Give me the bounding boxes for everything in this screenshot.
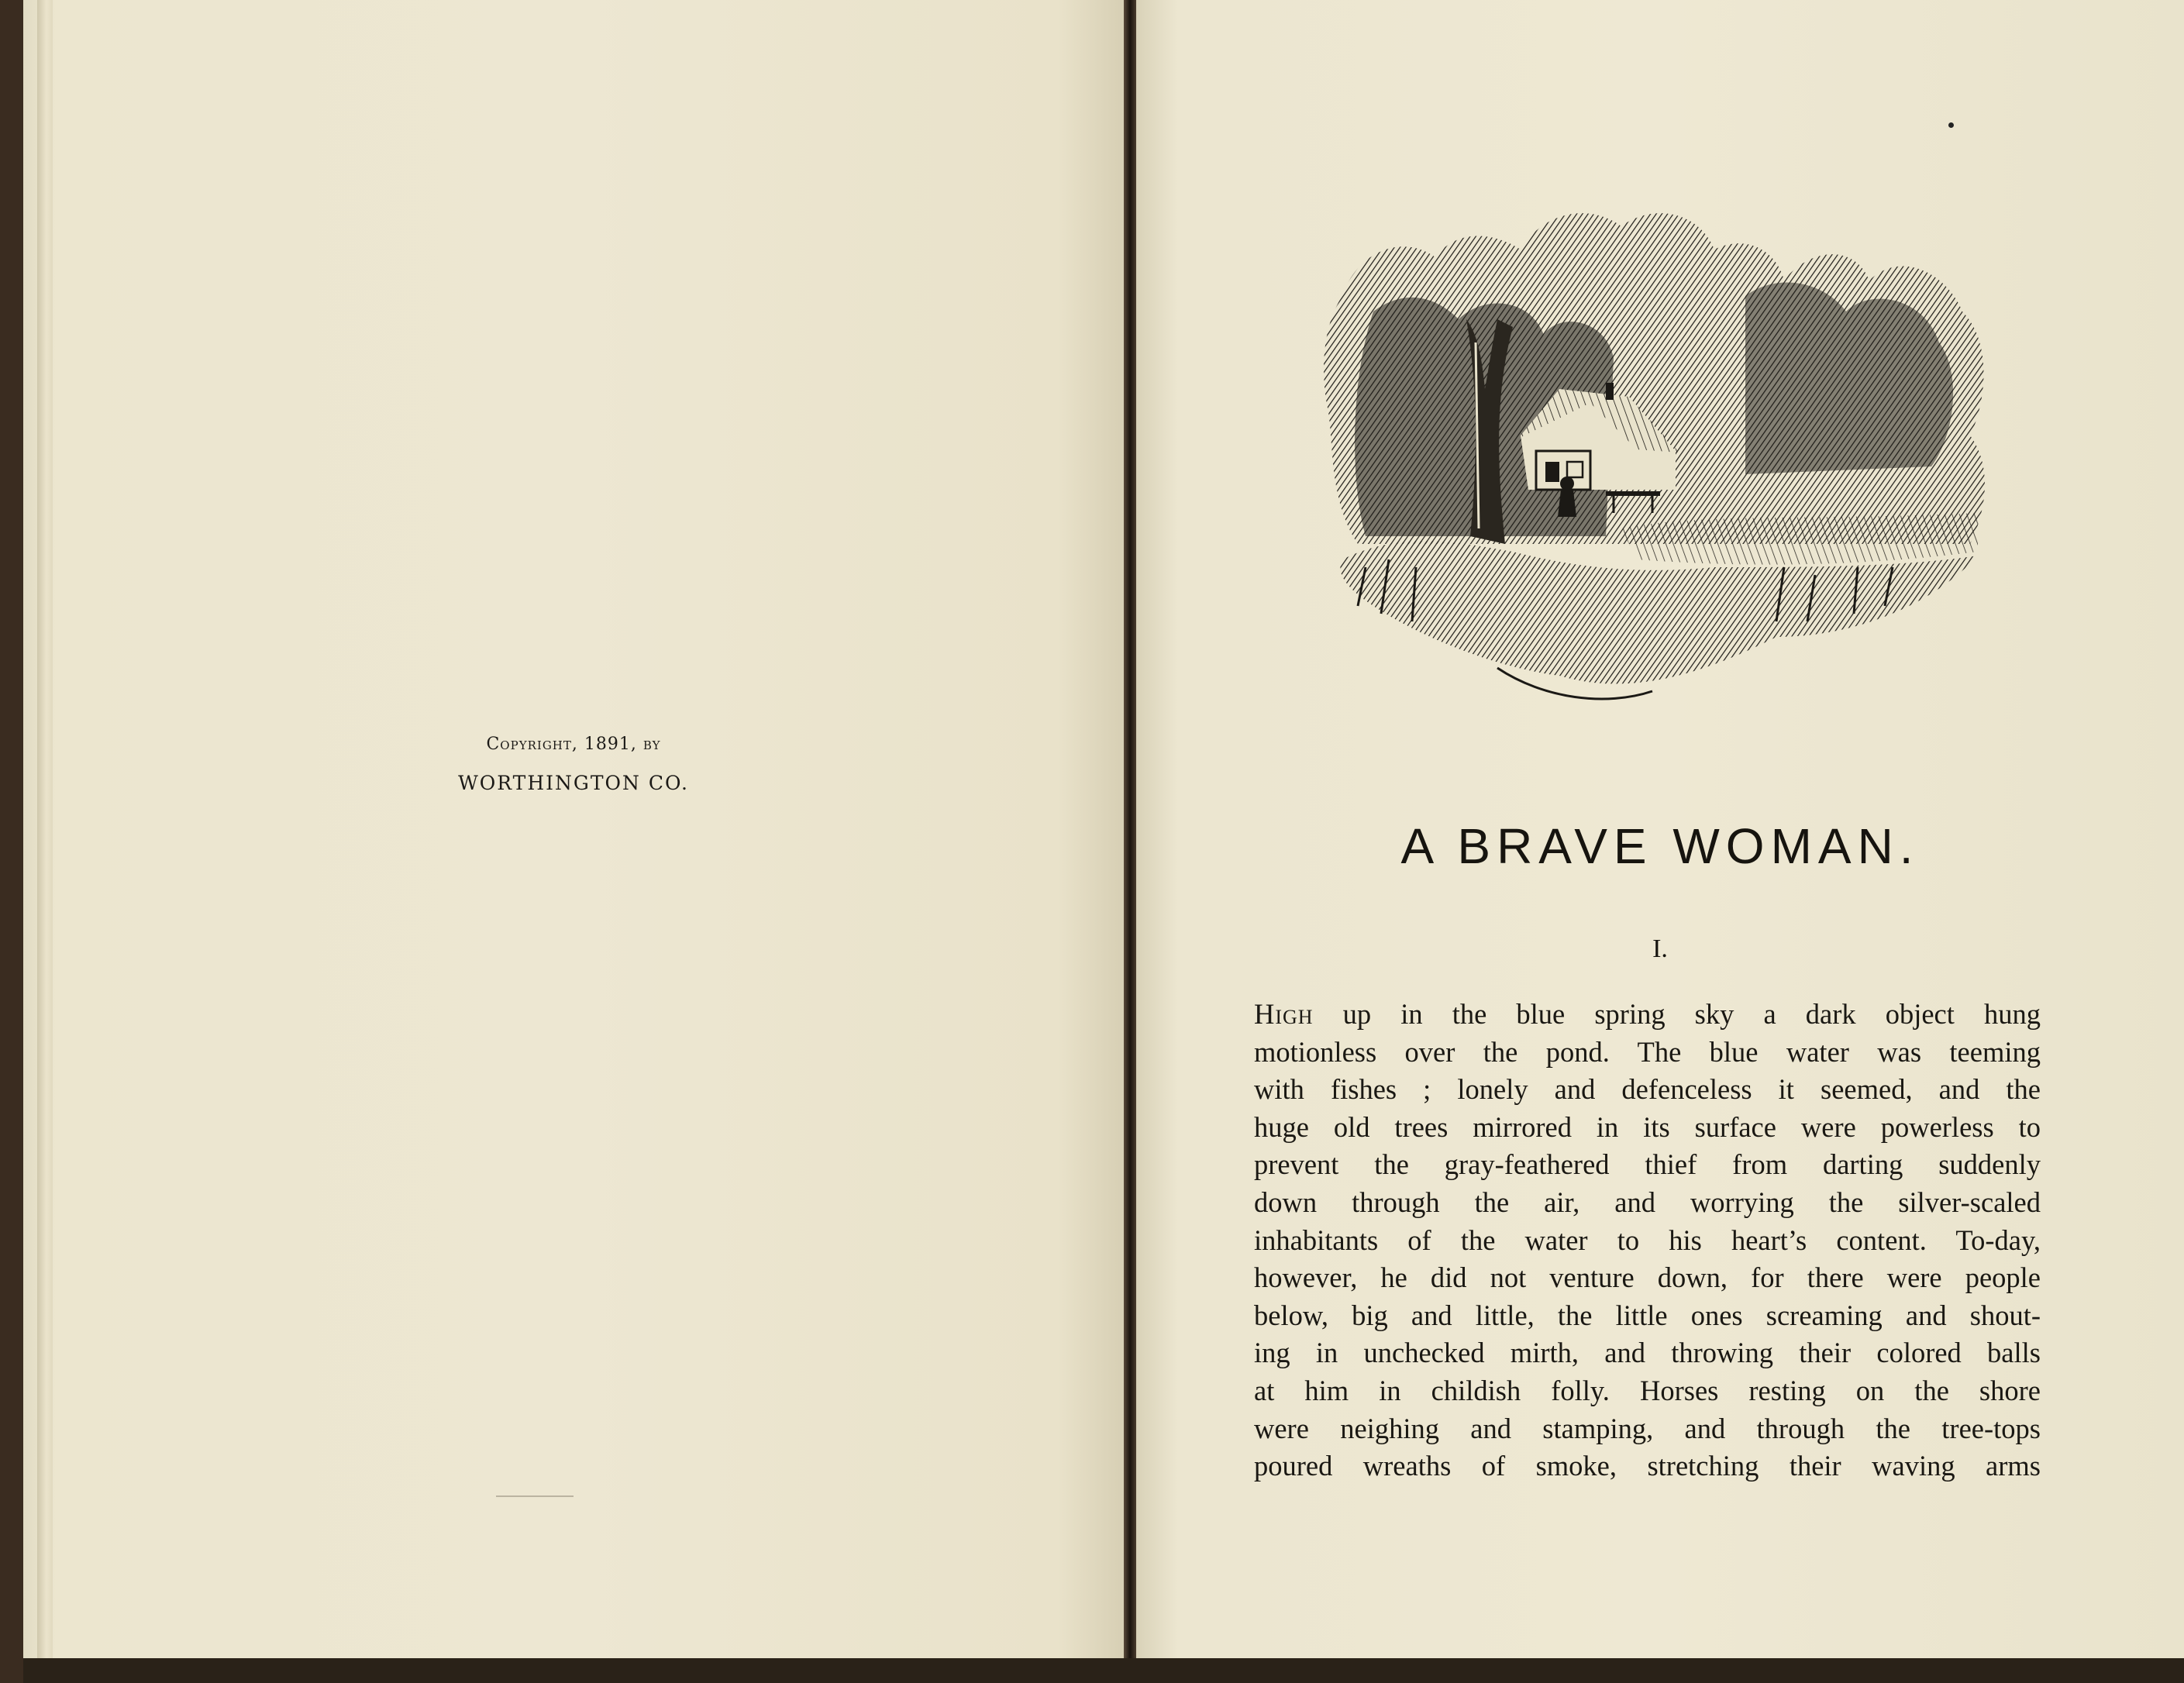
- text-line: High up in the blue spring sky a dark object hung: [1254, 998, 2041, 1030]
- text-line: huge old trees mirrored in its surface were powerless to: [1254, 1110, 2041, 1143]
- publisher-name: WORTHINGTON CO.: [458, 772, 689, 794]
- text-line: with fishes ; lonely and defenceless it seemed, and the: [1254, 1073, 2041, 1106]
- book-gutter: [1124, 0, 1136, 1683]
- text-line: poured wreaths of smoke, stretching their waving arms: [1254, 1450, 2041, 1482]
- text-line: motionless over the pond. The blue water was teeming: [1254, 1035, 2041, 1068]
- text-line: below, big and little, the little ones screaming and shout-: [1254, 1299, 2041, 1331]
- drop-word: High: [1254, 998, 1314, 1030]
- book-bottom-edge: [23, 1658, 2184, 1683]
- text-line: inhabitants of the water to his heart’s content. To-day,: [1254, 1224, 2041, 1256]
- chapter-number: I.: [1652, 934, 1668, 963]
- text-line: down through the air, and worrying the silver-scaled: [1254, 1186, 2041, 1218]
- left-page: [23, 0, 1124, 1664]
- text-line: ing in unchecked mirth, and throwing their colored balls: [1254, 1337, 2041, 1369]
- page-stack-edge: [37, 0, 53, 1664]
- chapter-body-text: [1254, 996, 2041, 1485]
- ink-speck: [1948, 122, 1954, 128]
- page-mark: [496, 1495, 574, 1497]
- text-line: were neighing and stamping, and through the tree-tops: [1254, 1412, 2041, 1444]
- copyright-notice: Copyright, 1891, by: [486, 735, 661, 754]
- text-line: at him in childish folly. Horses resting on the shore: [1254, 1374, 2041, 1406]
- cottage-in-woods-engraving-icon: [1311, 203, 2001, 714]
- book-cover-edge: [0, 0, 23, 1683]
- text-line: prevent the gray-feathered thief from darting suddenly: [1254, 1148, 2041, 1181]
- text-line: however, he did not venture down, for there were people: [1254, 1261, 2041, 1294]
- chapter-title: A BRAVE WOMAN.: [1400, 818, 1920, 874]
